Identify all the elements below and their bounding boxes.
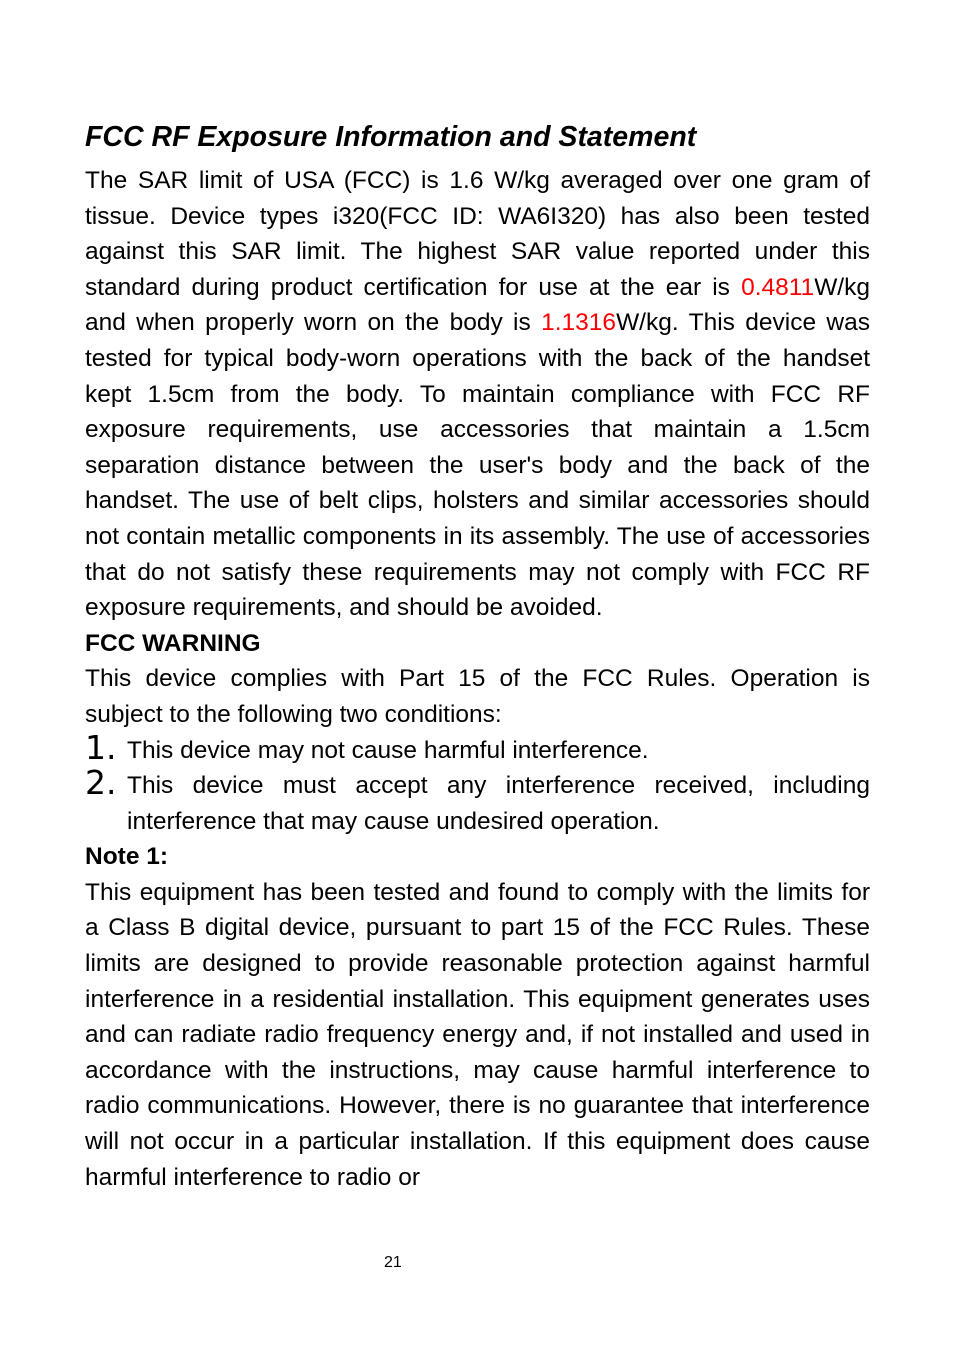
list-number: 1. [85, 727, 117, 767]
sar-text-intro: The SAR limit of USA (FCC) is 1.6 W/kg averaged over one gram of tissue. Device types i320(FCC ID: WA6I320) has also been tested against this SAR limit. The highest SAR value reported under this standard during product certification for use at the ear is [85, 167, 870, 301]
note-heading: Note 1: [85, 843, 169, 871]
fcc-warning-heading: FCC WARNING [85, 629, 261, 657]
sar-text-middle: W/kg and when properly worn on the body is [85, 273, 870, 337]
sar-paragraph [85, 163, 870, 626]
page-title: FCC RF Exposure Information and Statement [85, 121, 697, 153]
conditions-list [85, 727, 870, 840]
body-sar-value: 1.1316 [541, 309, 617, 337]
list-item-text: This device may not cause harmful interference. [127, 736, 649, 764]
note-paragraph: This equipment has been tested and found to comply with the limits for a Class B digital device, pursuant to part 15 of the FCC Rules. These limits are designed to provide reasonable protection against harmful interference in a residential installation. This equipment generates uses and can radiate radio frequency energy and, if not installed and used in accordance with the instructions, may cause harmful interference to radio communications. However, there is no guarantee that interference will not occur in a particular installation. If this equipment does cause harmful interference to radio or [85, 878, 870, 1191]
list-item [85, 727, 870, 769]
list-item [85, 763, 870, 839]
list-item-text: This device must accept any interference received, including interference that may cause undesired operation. [127, 772, 870, 835]
ear-sar-value: 0.4811 [741, 273, 815, 301]
list-number: 2. [85, 763, 117, 803]
document-page [85, 118, 870, 1195]
sar-text-rest: W/kg. This device was tested for typical body-worn operations with the back of the handset kept 1.5cm from the body. To maintain compliance with FCC RF exposure requirements, use accessories that maintain a 1.5cm separation distance between the user's body and the back of the handset. The use of belt clips, holsters and similar accessories should not contain metallic components in its assembly. The use of accessories that do not satisfy these requirements may not comply with FCC RF exposure requirements, and should be avoided. [85, 309, 871, 622]
page-number: 21 [384, 1254, 402, 1271]
fcc-warning-intro: This device complies with Part 15 of the FCC Rules. Operation is subject to the following two conditions: [85, 665, 870, 728]
